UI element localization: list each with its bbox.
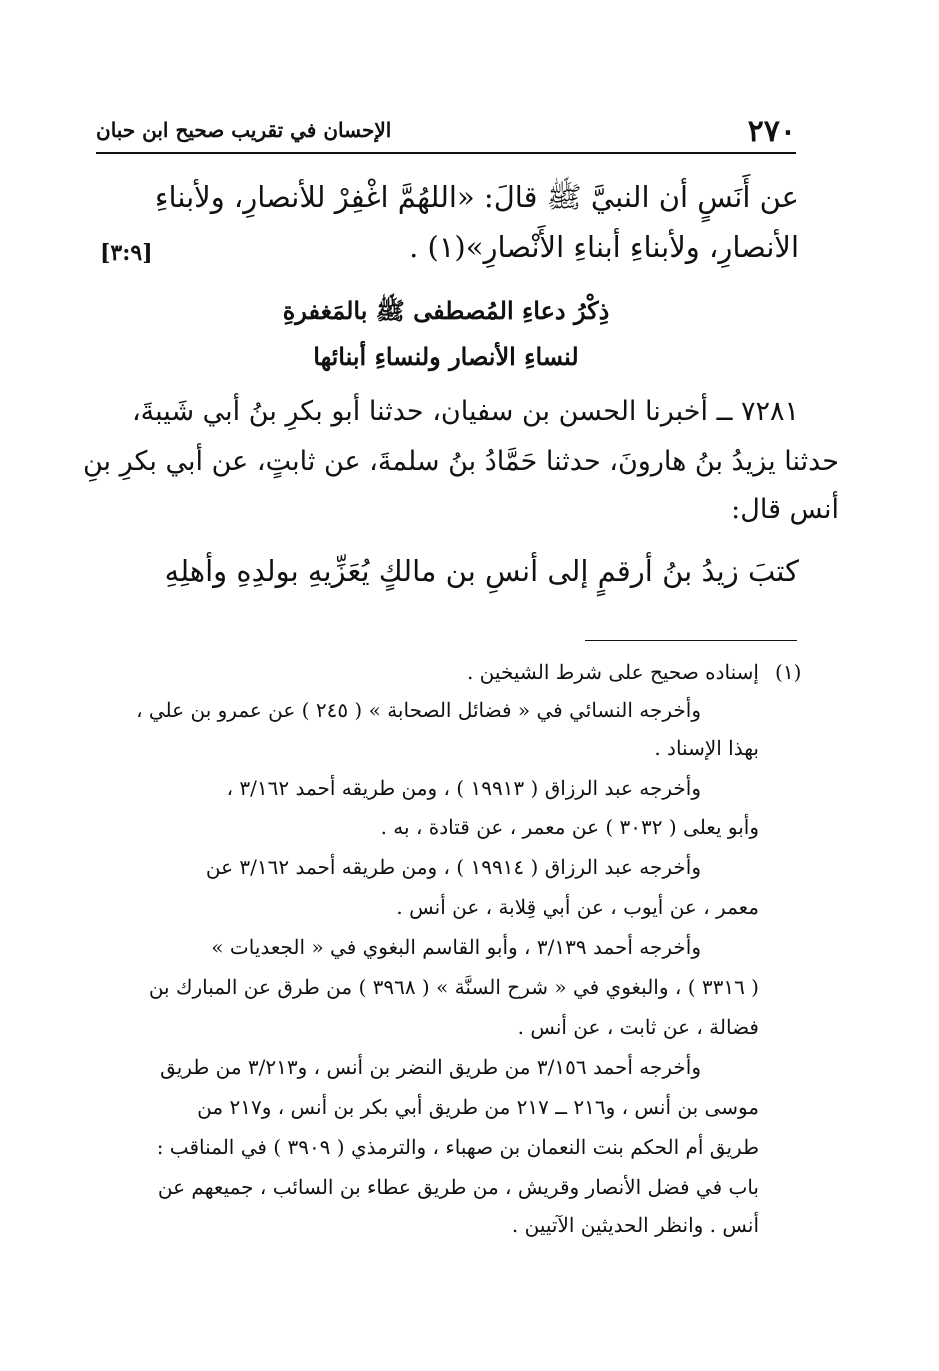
- footnote-line: بهذا الإسناد .: [654, 736, 759, 760]
- text-line: عن أَنَسٍ أن النبيَّ ﷺ قالَ: «اللهُمَّ اغْفِرْ للأنصارِ، ولأبناءِ: [154, 180, 799, 214]
- previous-hadith-end: [96, 180, 799, 280]
- page-number: ٢٧٠: [747, 114, 796, 149]
- footnote-line: وأخرجه عبد الرزاق ( ١٩٩١٣ ) ، ومن طريقه أحمد ٣/١٦٢ ،: [226, 776, 701, 800]
- footnote-line: وأبو يعلى ( ٣٠٣٢ ) عن معمر ، عن قتادة ، به .: [380, 815, 759, 839]
- page-header: [96, 112, 796, 154]
- footnote-line: إسناده صحيح على شرط الشيخين .: [466, 660, 759, 684]
- footnote-number: (١): [775, 660, 802, 684]
- hadith-body: [82, 396, 839, 616]
- text-line: الأنصارِ، ولأبناءِ أبناءِ الأَنْصارِ»(١) .: [409, 230, 799, 264]
- footnote-line: فضالة ، عن ثابت ، عن أنس .: [517, 1015, 759, 1039]
- footnote-line: وأخرجه أحمد ٣/١٣٩ ، وأبو القاسم البغوي في « الجعديات »: [211, 935, 701, 959]
- footnote-line: أنس . وانظر الحديثين الآتيين .: [511, 1213, 759, 1237]
- reference-marker: [٣:٩]: [100, 240, 153, 266]
- footnote-line: باب في فضل الأنصار وقريش ، من طريق عطاء بن السائب ، جميعهم عن: [157, 1175, 759, 1199]
- footnote-line: وأخرجه أحمد ٣/١٥٦ من طريق النضر بن أنس ، و٣/٢١٣ من طريق: [160, 1055, 701, 1079]
- running-title: الإحسان في تقريب صحيح ابن حبان: [96, 118, 392, 142]
- footnote-line: ( ٣٣١٦ ) ، والبغوي في « شرح السنَّة » ( ٣٩٦٨ ) من طرق عن المبارك بن: [148, 975, 759, 999]
- footnote-line: وأخرجه النسائي في « فضائل الصحابة » ( ٢٤٥ ) عن عمرو بن علي ،: [136, 698, 701, 722]
- footnote-line: معمر ، عن أيوب ، عن أبي قِلابة ، عن أنس .: [396, 895, 759, 919]
- footnote-line: موسى بن أنس ، و٢١٦ ــ ٢١٧ من طريق أبي بكر بن أنس ، و٢١٧ من: [197, 1095, 759, 1119]
- footnote-line: طريق أم الحكم بنت النعمان بن صهباء ، والترمذي ( ٣٩٠٩ ) في المناقب :: [156, 1135, 759, 1159]
- isnad-line: أنس قال:: [731, 494, 839, 525]
- matn-line: كتبَ زيدُ بنُ أرقمٍ إلى أنسِ بن مالكٍ يُعَزِّيهِ بولدِهِ وأهلِهِ: [164, 554, 799, 588]
- isnad-line: حدثنا يزيدُ بنُ هارونَ، حدثنا حَمَّادُ بنُ سلمةَ، عن ثابتٍ، عن أبي بكرِ بنِ: [82, 446, 839, 477]
- footnote-line: وأخرجه عبد الرزاق ( ١٩٩١٤ ) ، ومن طريقه أحمد ٣/١٦٢ عن: [205, 855, 701, 879]
- chapter-title: ذِكْرُ دعاءِ المُصطفى ﷺ بالمَغفرةِ: [282, 296, 610, 325]
- isnad-line: ٧٢٨١ ــ أخبرنا الحسن بن سفيان، حدثنا أبو بكرِ بنُ أبي شَيبةَ،: [131, 396, 799, 427]
- footnote-separator: [585, 640, 797, 641]
- chapter-subtitle: لنساءِ الأنصار ولنساءِ أبنائها: [313, 342, 579, 371]
